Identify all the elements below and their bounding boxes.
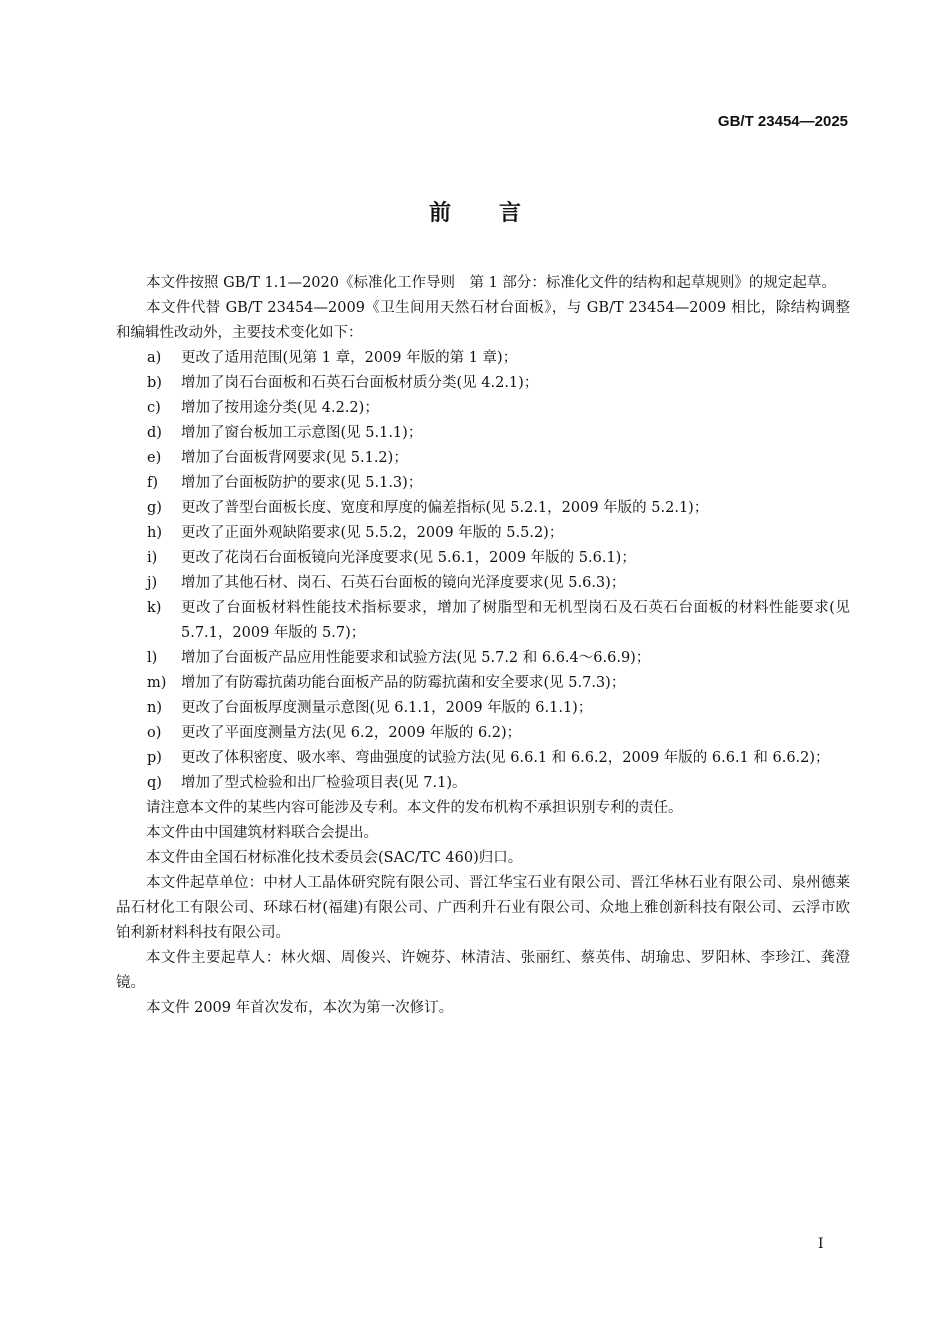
- list-item-label: a): [147, 350, 162, 366]
- list-item-label: o): [147, 725, 162, 741]
- list-item-text: 更改了花岗石台面板镜向光泽度要求(见 5.6.1，2009 年版的 5.6.1)；: [181, 550, 636, 566]
- list-item-label: n): [147, 700, 162, 716]
- list-item-label: b): [147, 375, 162, 391]
- list-item-text: 更改了台面板材料性能技术指标要求，增加了树脂型和无机型岗石及石英石台面板的材料性能要求(见 5.7.1，2009 年版的 5.7)；: [181, 600, 850, 641]
- list-item-label: i): [147, 550, 158, 566]
- list-item: [116, 421, 850, 446]
- list-item: [116, 696, 850, 721]
- list-item: [116, 746, 850, 771]
- closing-paragraph: 请注意本文件的某些内容可能涉及专利。本文件的发布机构不承担识别专利的责任。: [146, 800, 683, 816]
- document-body: [116, 271, 850, 1021]
- list-item-label: m): [147, 675, 167, 691]
- list-item: [116, 346, 850, 371]
- list-item: [116, 671, 850, 696]
- list-item: [116, 546, 850, 571]
- list-item: [116, 396, 850, 421]
- list-item-label: g): [147, 500, 162, 516]
- list-item-text: 增加了其他石材、岗石、石英石台面板的镜向光泽度要求(见 5.6.3)；: [181, 575, 626, 591]
- list-item: [116, 771, 850, 796]
- list-item-text: 更改了适用范围(见第 1 章，2009 年版的第 1 章)；: [181, 350, 518, 366]
- list-item-label: d): [147, 425, 162, 441]
- list-item-text: 增加了台面板防护的要求(见 5.1.3)；: [181, 475, 423, 491]
- intro-paragraph: 本文件代替 GB/T 23454—2009《卫生间用天然石材台面板》，与 GB/T 23454—2009 相比，除结构调整和编辑性改动外，主要技术变化如下：: [116, 300, 850, 341]
- list-item-text: 增加了有防霉抗菌功能台面板产品的防霉抗菌和安全要求(见 5.7.3)；: [181, 675, 626, 691]
- page-number: I: [818, 1236, 824, 1252]
- list-item-text: 增加了按用途分类(见 4.2.2)；: [181, 400, 379, 416]
- list-item-label: l): [147, 650, 158, 666]
- list-item-label: h): [147, 525, 162, 541]
- closing-paragraph: 本文件由中国建筑材料联合会提出。: [146, 825, 378, 841]
- list-item: [116, 646, 850, 671]
- list-item-label: j): [147, 575, 158, 591]
- list-item-label: k): [147, 600, 162, 616]
- list-item: [116, 571, 850, 596]
- list-item-text: 增加了岗石台面板和石英石台面板材质分类(见 4.2.1)；: [181, 375, 539, 391]
- list-item-text: 增加了型式检验和出厂检验项目表(见 7.1)。: [181, 775, 467, 791]
- closing-paragraph: 本文件起草单位：中材人工晶体研究院有限公司、晋江华宝石业有限公司、晋江华林石业有限公司、泉州德莱品石材化工有限公司、环球石材(福建)有限公司、广西利升石业有限公司、众地上雅创新科技有限公司、云浮市欧铂利新材料科技有限公司。: [116, 875, 850, 941]
- title-char: 前: [428, 200, 451, 226]
- intro-paragraph: 本文件按照 GB/T 1.1—2020《标准化工作导则 第 1 部分：标准化文件的结构和起草规则》的规定起草。: [146, 275, 836, 291]
- list-item-label: p): [147, 750, 162, 766]
- changes-list: [116, 346, 850, 796]
- list-item-label: c): [147, 400, 161, 416]
- list-item-text: 增加了台面板背网要求(见 5.1.2)；: [181, 450, 408, 466]
- list-item-text: 更改了普型台面板长度、宽度和厚度的偏差指标(见 5.2.1，2009 年版的 5.2.1)；: [181, 500, 709, 516]
- closing-paragraph: 本文件由全国石材标准化技术委员会(SAC/TC 460)归口。: [146, 850, 523, 866]
- list-item-text: 更改了正面外观缺陷要求(见 5.5.2，2009 年版的 5.5.2)；: [181, 525, 564, 541]
- closing-paragraph: 本文件主要起草人：林火烟、周俊兴、许婉芬、林清洁、张丽红、蔡英伟、胡瑜忠、罗阳林、李珍江、龚澄镜。: [116, 950, 850, 991]
- list-item: [116, 596, 850, 646]
- list-item-text: 更改了台面板厚度测量示意图(见 6.1.1，2009 年版的 6.1.1)；: [181, 700, 593, 716]
- closing-paragraph: 本文件 2009 年首次发布，本次为第一次修订。: [146, 1000, 454, 1016]
- list-item-label: e): [147, 450, 162, 466]
- standard-number: GB/T 23454—2025: [717, 113, 848, 130]
- list-item-text: 更改了体积密度、吸水率、弯曲强度的试验方法(见 6.6.1 和 6.6.2，2009 年版的 6.6.1 和 6.6.2)；: [181, 750, 830, 766]
- list-item-text: 增加了台面板产品应用性能要求和试验方法(见 5.7.2 和 6.6.4～6.6.9)；: [181, 650, 651, 666]
- page-title: [0, 196, 950, 227]
- list-item: [116, 721, 850, 746]
- list-item: [116, 496, 850, 521]
- list-item: [116, 471, 850, 496]
- closing-paragraphs: [116, 796, 850, 1021]
- list-item: [116, 521, 850, 546]
- title-char: 言: [499, 200, 522, 226]
- list-item: [116, 446, 850, 471]
- list-item-text: 更改了平面度测量方法(见 6.2，2009 年版的 6.2)；: [181, 725, 522, 741]
- list-item: [116, 371, 850, 396]
- list-item-label: f): [147, 475, 159, 491]
- list-item-label: q): [147, 775, 162, 791]
- list-item-text: 增加了窗台板加工示意图(见 5.1.1)；: [181, 425, 423, 441]
